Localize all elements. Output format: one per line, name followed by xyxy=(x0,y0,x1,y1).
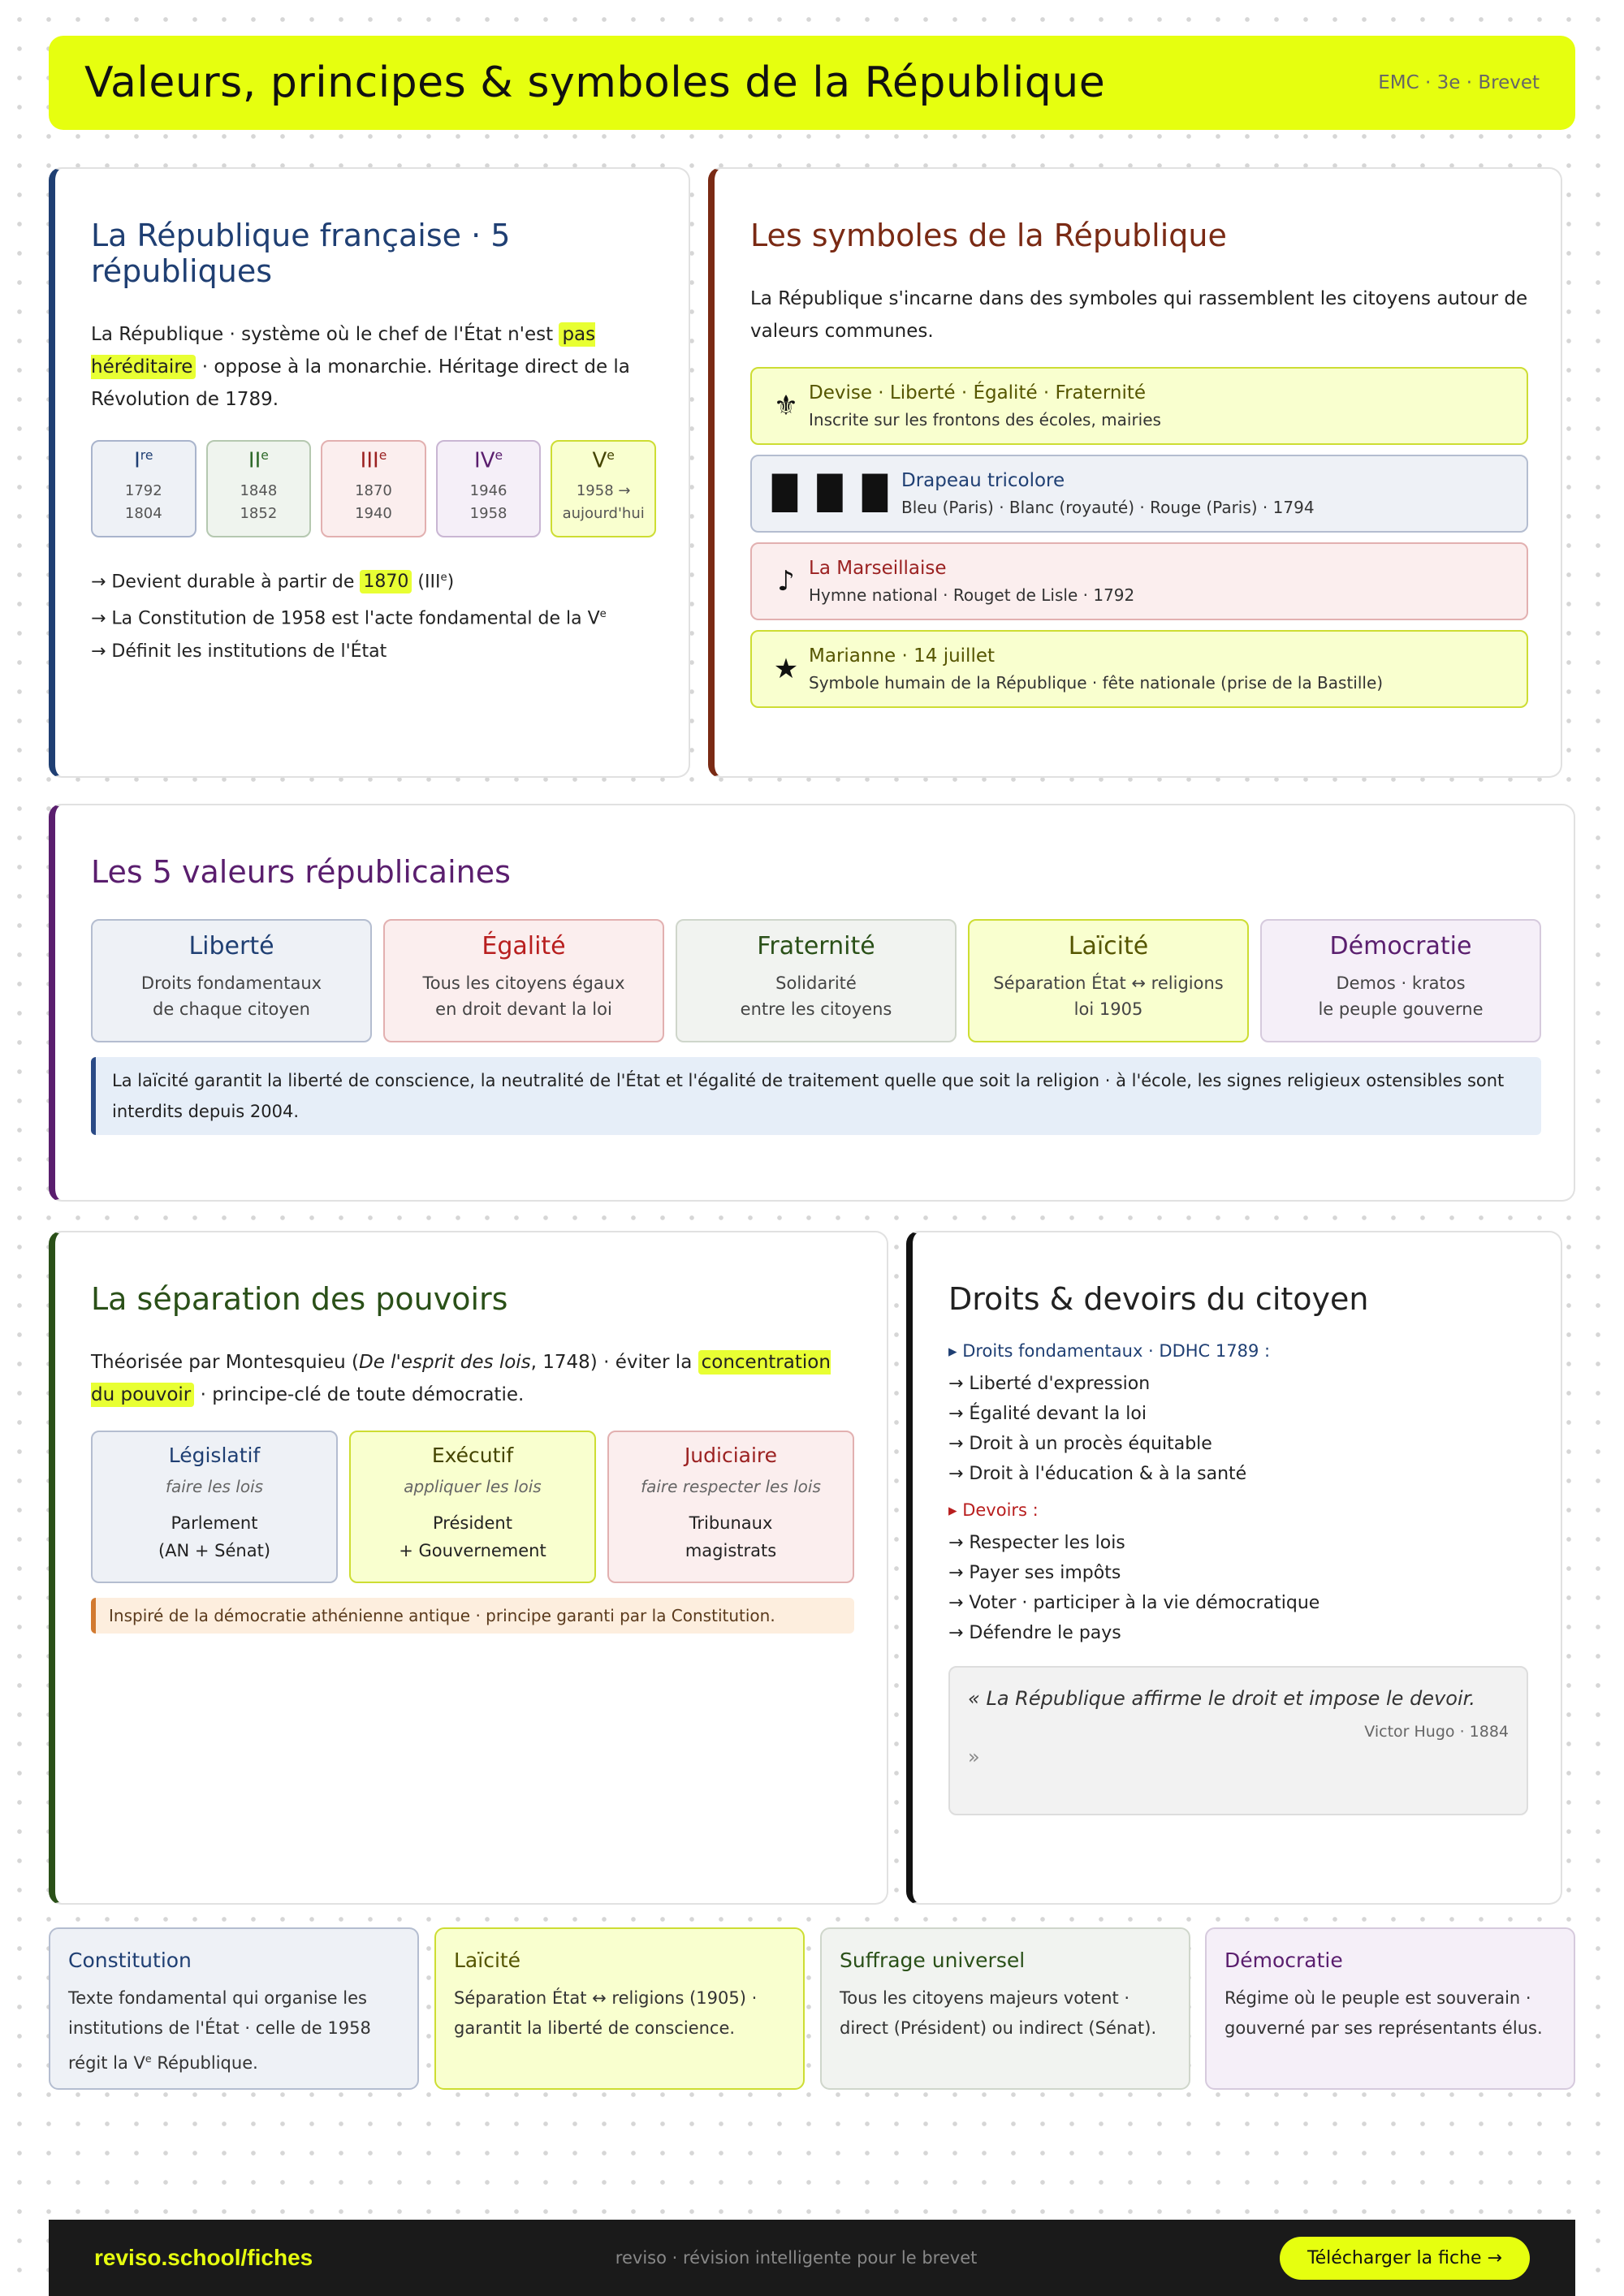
valeur-liberte: Liberté Droits fondamentaux de chaque citoyen xyxy=(91,919,372,1042)
list-item: → Égalité devant la loi xyxy=(948,1404,1147,1424)
symboles-intro: La République s'incarne dans des symboles qui rassemblent les citoyens autour de valeurs communes. xyxy=(750,288,1528,342)
rep-1: Ire 1792 1804 xyxy=(91,440,197,537)
list-item: → Voter · participer à la vie démocratique xyxy=(948,1593,1320,1613)
list-item: → Droit à l'éducation & à la santé xyxy=(948,1464,1247,1484)
separation-card xyxy=(49,1231,888,1905)
glossary-democratie: Démocratie Régime où le peuple est souverain · gouverné par ses représentants élus. xyxy=(1205,1927,1575,2090)
symbol-marianne: ★ Marianne · 14 juillet Symbole humain de la République · fête nationale (prise de la Bastille) xyxy=(750,630,1528,708)
list-item: → Droit à un procès équitable xyxy=(948,1434,1212,1454)
devoirs-label: ▸ Devoirs : xyxy=(948,1500,1039,1520)
rep-3: IIIe 1870 1940 xyxy=(321,440,426,537)
glossary-laicite: Laïcité Séparation État ↔ religions (1905) · garantit la liberté de conscience. xyxy=(434,1927,805,2090)
droits-card xyxy=(906,1231,1562,1905)
hugo-quote xyxy=(948,1666,1528,1815)
laicite-note: La laïcité garantit la liberté de conscience, la neutralité de l'État et l'égalité de traitement quelle que soit la religion · à l'école, les signes religieux ostensibles sont interdits depuis 2004. xyxy=(91,1057,1541,1135)
rep-5: Ve 1958 → aujourd'hui xyxy=(551,440,656,537)
valeur-egalite: Égalité Tous les citoyens égaux en droit devant la loi xyxy=(383,919,664,1042)
fleur-de-lis-icon: ⚜ xyxy=(773,390,799,422)
rep-2: IIe 1848 1852 xyxy=(206,440,312,537)
point-institutions: → Définit les institutions de l'État xyxy=(91,641,387,662)
republique-title: La République française · 5 républiques xyxy=(91,218,511,289)
list-item: → Liberté d'expression xyxy=(948,1374,1151,1394)
footer-tagline: reviso · révision intelligente pour le brevet xyxy=(615,2248,978,2268)
list-item: → Défendre le pays xyxy=(948,1623,1121,1643)
symboles-title: Les symboles de la République xyxy=(750,218,1227,253)
republique-intro xyxy=(91,318,656,416)
intro-text: La République · système où le chef de l'État n'est xyxy=(91,324,559,345)
intro-text-end: · oppose à la monarchie. Héritage direct de la Révolution de 1789. xyxy=(91,356,630,410)
point-constitution: → La Constitution de 1958 est l'acte fondamental de la Ve xyxy=(91,608,607,629)
separation-title: La séparation des pouvoirs xyxy=(91,1281,508,1317)
droits-title: Droits & devoirs du citoyen xyxy=(948,1281,1369,1317)
star-icon: ★ xyxy=(773,653,799,685)
droits-list xyxy=(948,1369,1528,1489)
quote-text: « La République affirme le droit et impose le devoir. xyxy=(968,1687,1475,1710)
glossary-suffrage: Suffrage universel Tous les citoyens majeurs votent · direct (Président) ou indirect (Sénat). xyxy=(820,1927,1190,2090)
valeur-fraternite: Fraternité Solidarité entre les citoyens xyxy=(676,919,957,1042)
valeurs-card xyxy=(49,804,1575,1202)
site-link[interactable]: reviso.school/fiches xyxy=(94,2245,313,2270)
symbol-devise: ⚜ Devise · Liberté · Égalité · Fraternité Inscrite sur les frontons des écoles, mairies xyxy=(750,367,1528,445)
list-item: → Payer ses impôts xyxy=(948,1563,1121,1583)
highlight-concentration: concentration du pouvoir xyxy=(91,1352,831,1405)
valeur-laicite: Laïcité Séparation État ↔ religions loi 1905 xyxy=(968,919,1249,1042)
glossary-constitution: Constitution Texte fondamental qui organise les institutions de l'État · celle de 1958 régit la Ve République. xyxy=(49,1927,419,2090)
rep-4: IVe 1946 1958 xyxy=(436,440,542,537)
symbol-drapeau: █ █ █ Drapeau tricolore Bleu (Paris) · Blanc (royauté) · Rouge (Paris) · 1794 xyxy=(750,455,1528,533)
separation-note: Inspiré de la démocratie athénienne antique · principe garanti par la Constitution. xyxy=(91,1598,854,1634)
republique-points xyxy=(91,562,656,668)
footer xyxy=(49,2220,1575,2296)
droits-label: ▸ Droits fondamentaux · DDHC 1789 : xyxy=(948,1341,1271,1361)
valeurs-title: Les 5 valeurs républicaines xyxy=(91,854,511,890)
download-button[interactable]: Télécharger la fiche → xyxy=(1280,2237,1530,2280)
point-1870: → Devient durable à partir de 1870 (IIIe) xyxy=(91,572,455,593)
music-note-icon: ♪ xyxy=(777,565,795,598)
quote-close: » xyxy=(968,1746,980,1768)
symbol-marseillaise: ♪ La Marseillaise Hymne national · Rouget de Lisle · 1792 xyxy=(750,542,1528,620)
pouvoirs-grid xyxy=(91,1431,854,1583)
valeurs-grid xyxy=(91,919,1541,1042)
pouvoir-judiciaire: Judiciaire faire respecter les lois Tribunaux magistrats xyxy=(607,1431,854,1583)
list-item: → Respecter les lois xyxy=(948,1533,1125,1553)
separation-intro: Théorisée par Montesquieu (De l'esprit des lois, 1748) · éviter la concentration du pouvoir · principe-clé de toute démocratie. xyxy=(91,1352,831,1405)
level-badge: EMC · 3e · Brevet xyxy=(1378,72,1540,93)
page-title: Valeurs, principes & symboles de la République xyxy=(84,58,1106,107)
symboles-card xyxy=(708,167,1562,778)
republique-card xyxy=(49,167,690,778)
highlight-hereditaire: pas héréditaire xyxy=(91,324,596,378)
header-banner xyxy=(49,36,1575,130)
republiques-timeline xyxy=(91,440,656,537)
pouvoir-executif: Exécutif appliquer les lois Président + Gouvernement xyxy=(349,1431,596,1583)
valeur-democratie: Démocratie Demos · kratos le peuple gouverne xyxy=(1260,919,1541,1042)
devoirs-list xyxy=(948,1528,1528,1648)
quote-author: Victor Hugo · 1884 xyxy=(1364,1723,1509,1741)
pouvoir-legislatif: Législatif faire les lois Parlement (AN + Sénat) xyxy=(91,1431,338,1583)
flag-icon: █ █ █ xyxy=(772,475,892,512)
